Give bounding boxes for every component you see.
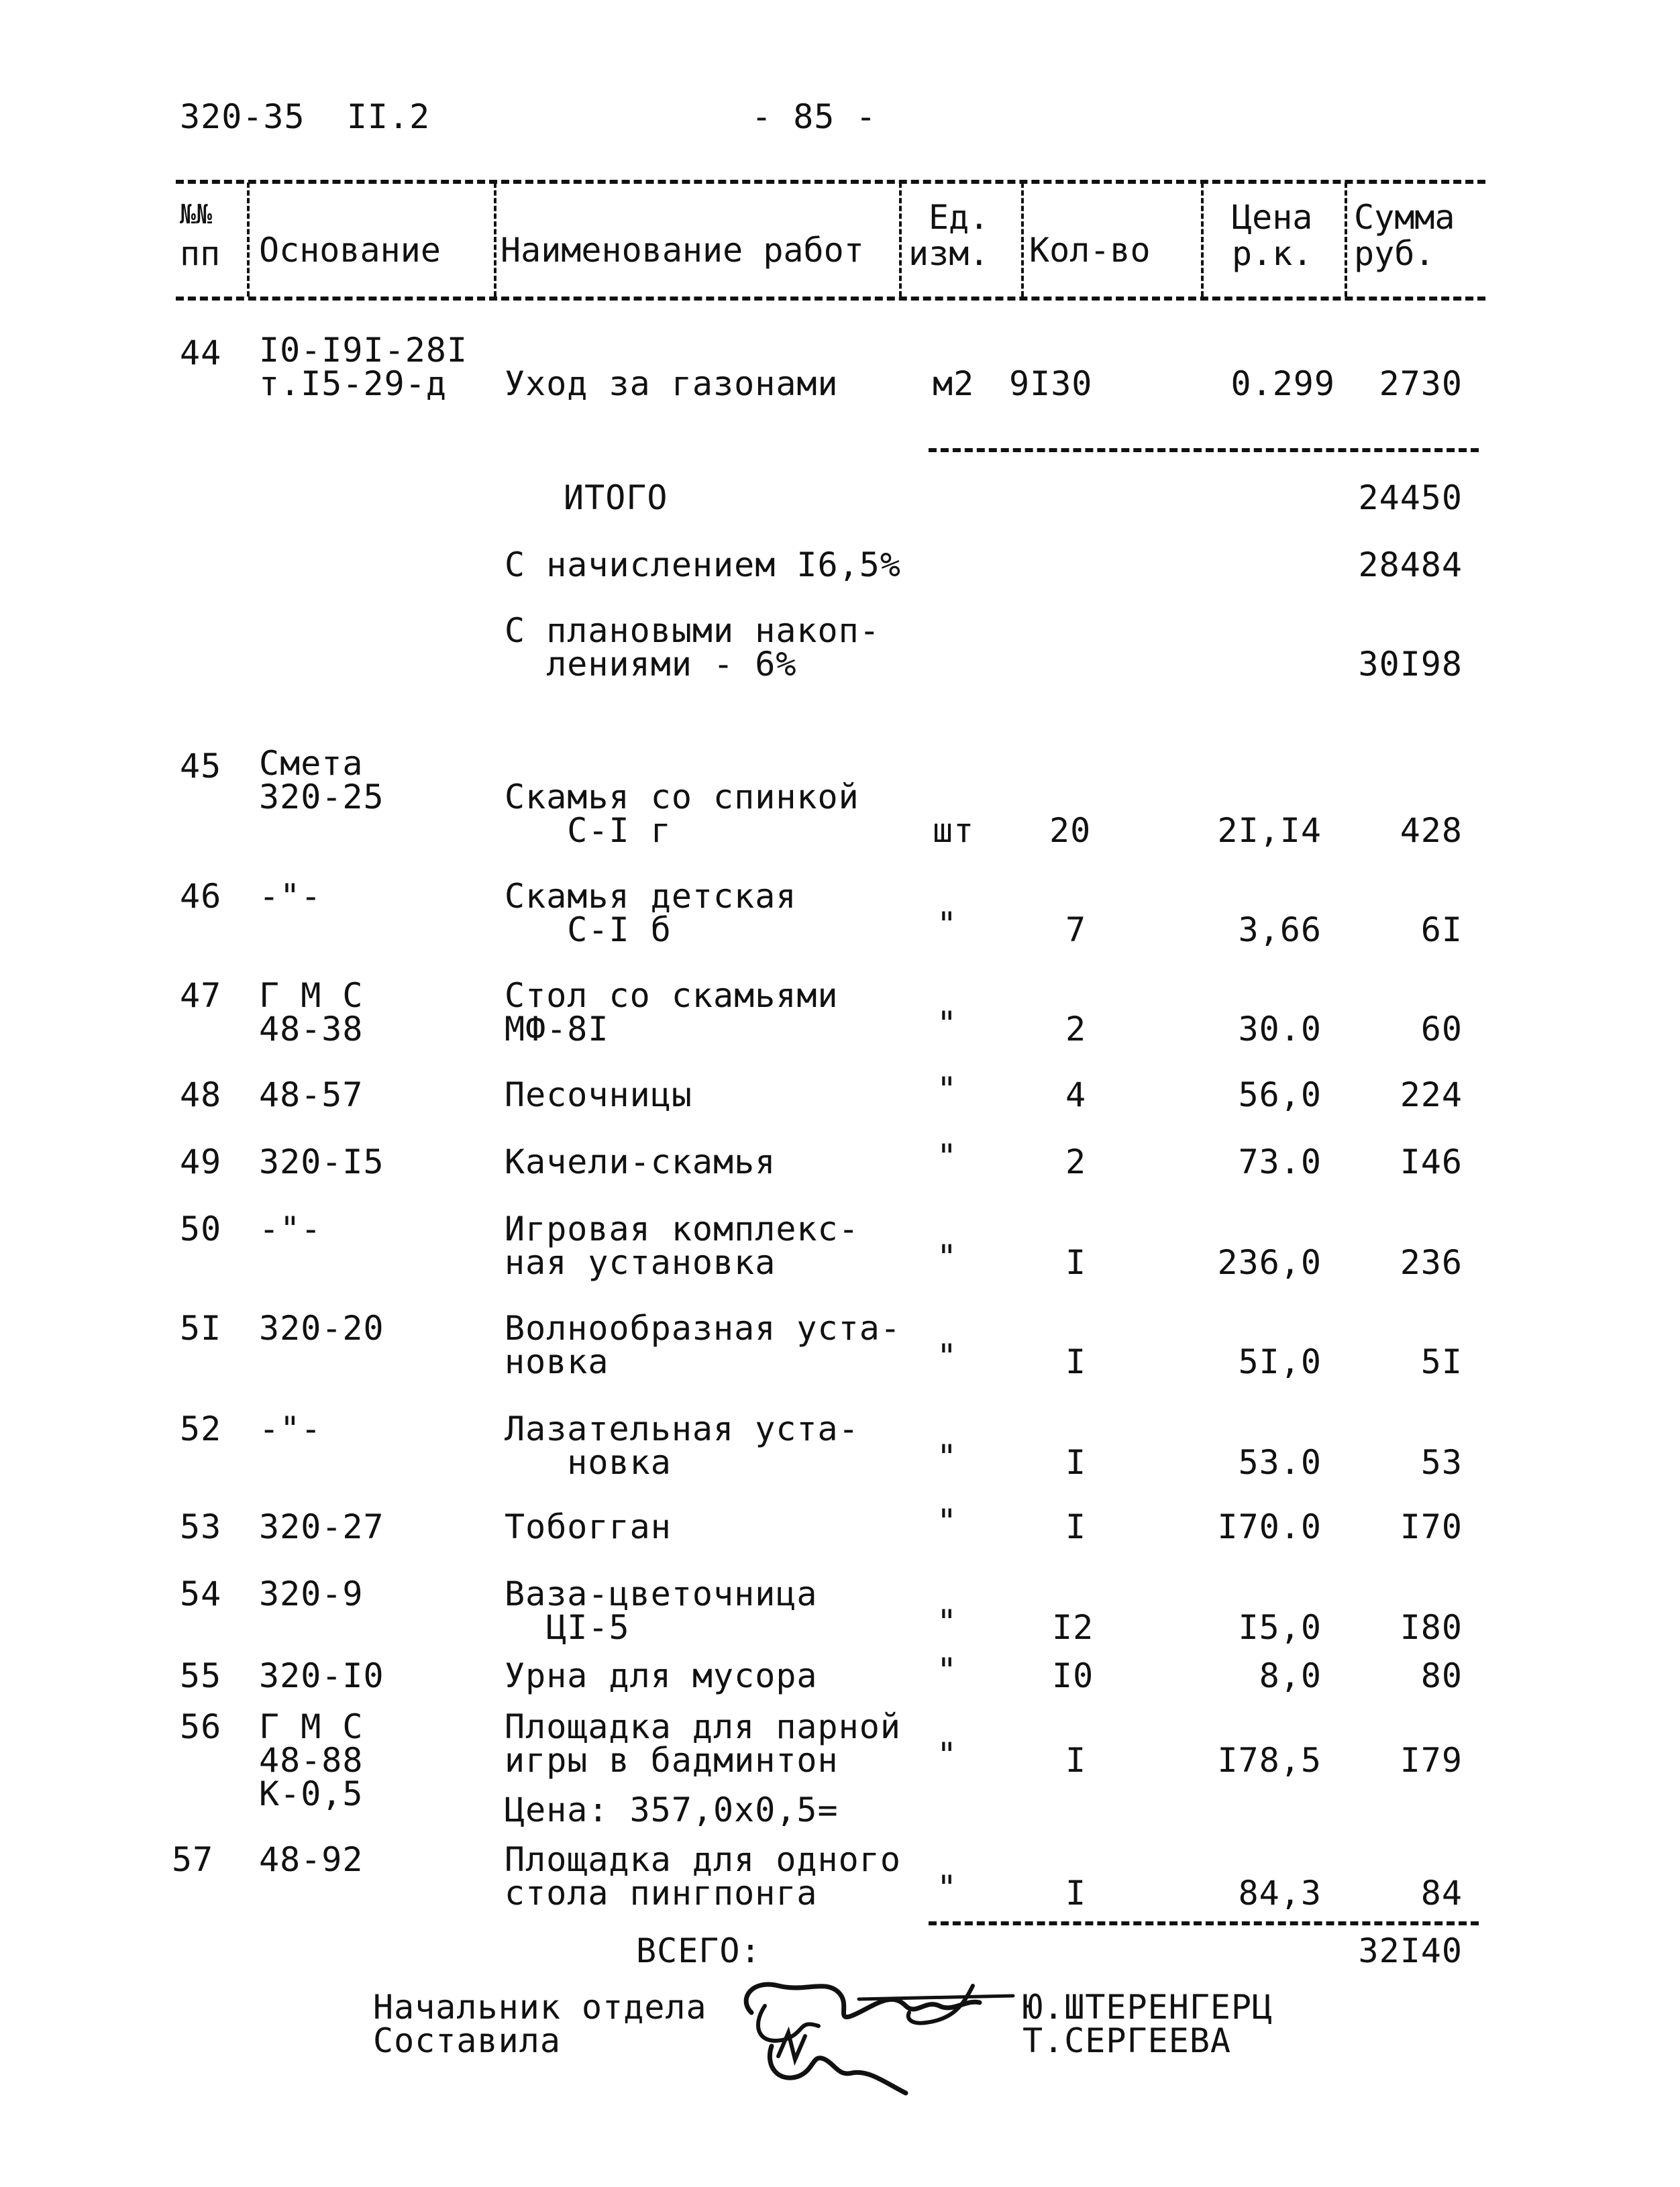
row-num: 49 xyxy=(180,1142,222,1181)
column-divider xyxy=(899,182,902,297)
row-qty: 4 xyxy=(1065,1075,1087,1114)
row-price: 56,0 xyxy=(1238,1075,1322,1114)
row-num: 55 xyxy=(180,1656,222,1695)
row-sum: 84 xyxy=(1420,1874,1463,1913)
header-bottom-rule xyxy=(176,297,1485,301)
total-value: 32I40 xyxy=(1358,1931,1463,1970)
header-top-rule xyxy=(176,180,1485,184)
column-divider xyxy=(1201,182,1204,297)
header-num-1: №№ xyxy=(180,199,213,230)
header-qty: Кол-во xyxy=(1029,231,1151,270)
row-name: Игровая комплекс- xyxy=(505,1210,859,1248)
row-unit: " xyxy=(937,1004,958,1043)
row-qty: 2 xyxy=(1065,1142,1087,1181)
row-unit: " xyxy=(937,1868,958,1907)
row-qty: I xyxy=(1065,1741,1087,1780)
row-price: 84,3 xyxy=(1238,1874,1322,1913)
row-sum: I46 xyxy=(1400,1142,1463,1181)
row-name: Урна для мусора xyxy=(505,1656,818,1695)
row-qty: I0 xyxy=(1052,1656,1094,1695)
row-unit: " xyxy=(937,1438,958,1477)
row-basis: 320-20 xyxy=(259,1309,384,1348)
row-unit: м2 xyxy=(933,364,975,403)
row-basis: Смета xyxy=(259,744,364,783)
row-name: Уход за газонами xyxy=(505,364,839,403)
itogo-label: ИТОГО xyxy=(564,478,668,517)
header-price-2: р.к. xyxy=(1232,234,1313,273)
row-num: 54 xyxy=(180,1575,222,1613)
header-basis: Основание xyxy=(259,231,441,270)
row-num: 53 xyxy=(180,1507,222,1546)
row-name: МФ-8I xyxy=(505,1010,609,1049)
row-unit: " xyxy=(937,1337,958,1376)
row-sum: 2730 xyxy=(1379,364,1463,403)
row-basis: 320-I5 xyxy=(259,1142,384,1181)
row-basis: т.I5-29-д xyxy=(259,364,447,403)
planned-label: С плановыми накоп- xyxy=(505,611,880,650)
column-divider xyxy=(247,182,250,297)
compiler-name: Т.СЕРГЕЕВА xyxy=(1022,2021,1232,2060)
row-basis: 320-25 xyxy=(259,778,384,816)
row-name: Скамья со спинкой xyxy=(505,778,859,816)
row-unit: " xyxy=(937,1603,958,1642)
row-name: стола пингпонга xyxy=(505,1874,818,1913)
document-code: 320-35 II.2 xyxy=(180,97,431,136)
row-basis: -"- xyxy=(259,1210,322,1248)
row-name: Песочницы xyxy=(505,1075,692,1114)
row-basis: -"- xyxy=(259,877,322,916)
head-of-department-label: Начальник отдела xyxy=(373,1988,707,2027)
row-qty: I xyxy=(1065,1507,1087,1546)
row-basis: 320-9 xyxy=(259,1575,364,1613)
row-basis: I0-I9I-28I xyxy=(259,331,468,370)
row-name: Площадка для парной xyxy=(505,1707,901,1746)
page-number: - 85 - xyxy=(751,97,877,136)
row-price: 5I,0 xyxy=(1238,1342,1322,1381)
row-num: 48 xyxy=(180,1075,222,1114)
row-name: Скамья детская xyxy=(505,877,797,916)
handwritten-signature xyxy=(725,1959,1020,2113)
accrual-label: С начислением I6,5% xyxy=(505,545,901,584)
row-name: Площадка для одного xyxy=(505,1840,901,1879)
row-sum: 224 xyxy=(1400,1075,1463,1114)
row-num: 56 xyxy=(180,1707,222,1746)
planned-value: 30I98 xyxy=(1358,645,1463,684)
row-qty: 2 xyxy=(1065,1010,1087,1049)
header-sum-1: Сумма xyxy=(1354,198,1455,237)
row-num: 45 xyxy=(180,747,222,786)
row-name: новка xyxy=(505,1443,672,1482)
accrual-value: 28484 xyxy=(1358,545,1463,584)
column-divider xyxy=(1345,182,1347,297)
header-unit-2: изм. xyxy=(908,234,990,273)
row-num: 47 xyxy=(180,976,222,1015)
row-price: 3,66 xyxy=(1238,910,1322,949)
row-price: 8,0 xyxy=(1259,1656,1322,1695)
row-sum: I80 xyxy=(1400,1608,1463,1647)
total-label: ВСЕГО: xyxy=(636,1931,762,1970)
header-sum-2: руб. xyxy=(1354,234,1435,273)
row-name: Тобогган xyxy=(505,1507,672,1546)
row-num: 57 xyxy=(172,1840,214,1879)
row-name: Качели-скамья xyxy=(505,1142,776,1181)
row-basis: Г М С xyxy=(259,1707,364,1746)
row-price: 236,0 xyxy=(1217,1243,1322,1282)
row-qty: I xyxy=(1065,1342,1087,1381)
row-qty: 7 xyxy=(1065,910,1087,949)
row-sum: 80 xyxy=(1420,1656,1463,1695)
column-divider xyxy=(494,182,496,297)
row-basis: -"- xyxy=(259,1409,322,1448)
row-basis: 320-27 xyxy=(259,1507,384,1546)
row-name: Лазательная уста- xyxy=(505,1409,859,1448)
row-price: 2I,I4 xyxy=(1217,811,1322,850)
row-basis: 48-92 xyxy=(259,1840,364,1879)
row-price: I5,0 xyxy=(1238,1608,1322,1647)
row-sum: I79 xyxy=(1400,1741,1463,1780)
header-unit-1: Ед. xyxy=(929,198,990,237)
compiler-label: Составила xyxy=(373,2021,561,2060)
row-name: Стол со скамьями xyxy=(505,976,839,1015)
row-num: 5I xyxy=(180,1309,222,1348)
row-unit: " xyxy=(937,1502,958,1541)
row-unit: " xyxy=(937,1238,958,1277)
header-name: Наименование работ xyxy=(501,231,864,270)
row-unit: " xyxy=(937,1651,958,1690)
row-num: 46 xyxy=(180,877,222,916)
row-sum: 6I xyxy=(1420,910,1463,949)
column-divider xyxy=(1021,182,1024,297)
row-qty: 20 xyxy=(1049,811,1092,850)
row-qty: I xyxy=(1065,1443,1087,1482)
row-name: С-I б xyxy=(505,910,672,949)
header-num-2: пп xyxy=(180,234,221,273)
total-rule xyxy=(929,1921,1479,1925)
row-price: 73.0 xyxy=(1238,1142,1322,1181)
row-sum: 5I xyxy=(1420,1342,1463,1381)
row-price: 53.0 xyxy=(1238,1443,1322,1482)
row-name: Ваза-цветочница xyxy=(505,1575,818,1613)
row-unit: шт xyxy=(933,811,975,850)
row-name: игры в бадминтон xyxy=(505,1741,839,1780)
row-basis: 320-I0 xyxy=(259,1656,384,1695)
row-name: новка xyxy=(505,1342,609,1381)
row-sum: 53 xyxy=(1420,1443,1463,1482)
row-qty: I2 xyxy=(1052,1608,1094,1647)
itogo-value: 24450 xyxy=(1358,478,1463,517)
row-price: 0.299 xyxy=(1230,364,1335,403)
header-price-1: Цена xyxy=(1232,198,1313,237)
subtotal-rule xyxy=(929,448,1479,452)
row-qty: I xyxy=(1065,1874,1087,1913)
row-unit: " xyxy=(937,1137,958,1176)
row-qty: 9I30 xyxy=(1009,364,1093,403)
row-price: I70.0 xyxy=(1217,1507,1322,1546)
row-name: Волнообразная уста- xyxy=(505,1309,901,1348)
row-num: 52 xyxy=(180,1409,222,1448)
row-sum: I70 xyxy=(1400,1507,1463,1546)
row-basis: К-0,5 xyxy=(259,1774,364,1813)
row-name: С-I г xyxy=(505,811,672,850)
row-basis: Г М С xyxy=(259,976,364,1015)
row-price: I78,5 xyxy=(1217,1741,1322,1780)
row-price: 30.0 xyxy=(1238,1010,1322,1049)
row-unit: " xyxy=(937,1736,958,1774)
row-name: ная установка xyxy=(505,1243,776,1282)
row-name: ЦI-5 xyxy=(505,1608,630,1647)
head-of-department-name: Ю.ШТЕРЕНГЕРЦ xyxy=(1022,1988,1273,2027)
row-sum: 428 xyxy=(1400,811,1463,850)
row-num: 44 xyxy=(180,333,222,372)
row-name: Цена: 357,0х0,5= xyxy=(505,1791,839,1829)
row-sum: 236 xyxy=(1400,1243,1463,1282)
row-basis: 48-57 xyxy=(259,1075,364,1114)
planned-label: лениями - 6% xyxy=(505,645,797,684)
row-num: 50 xyxy=(180,1210,222,1248)
row-basis: 48-88 xyxy=(259,1741,364,1780)
row-unit: " xyxy=(937,905,958,944)
row-sum: 60 xyxy=(1420,1010,1463,1049)
row-unit: " xyxy=(937,1070,958,1109)
row-qty: I xyxy=(1065,1243,1087,1282)
row-basis: 48-38 xyxy=(259,1010,364,1049)
